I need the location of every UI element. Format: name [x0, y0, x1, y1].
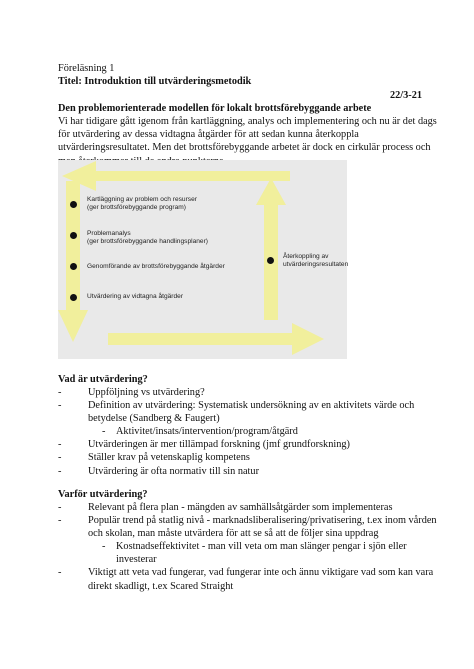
why-list: [58, 501, 437, 593]
step-bullet-icon: [70, 201, 77, 208]
diagram-step-2: Problemanalys (ger brottsförebyggande handlingsplaner): [87, 230, 208, 245]
arrow-left-head: [58, 310, 88, 342]
what-list: [58, 386, 414, 478]
list-item-continuation: betydelse (Sandberg & Faugert): [88, 413, 220, 425]
arrow-bottom-head: [292, 323, 324, 355]
feedback-bullet-icon: [267, 257, 274, 264]
list-subitem-continuation: investerar: [116, 554, 157, 566]
lecture-label: Föreläsning 1: [58, 63, 115, 74]
section-heading-what: Vad är utvärdering?: [58, 374, 148, 385]
arrow-bottom-shaft: [108, 333, 294, 345]
list-item: - Populär trend på statlig nivå - marknadsliberalisering/privatisering, t.ex inom vården: [58, 515, 437, 527]
list-item: - Utvärdering är ofta normativ till sin natur: [58, 465, 259, 477]
list-item-continuation: direkt skadligt, t.ex Scared Straight: [88, 580, 234, 592]
intro-line: Vi har tidigare gått igenom från kartläggning, analys och implementering och nu är det dags: [58, 116, 437, 127]
diagram-feedback: Återkoppling av utvärderingsresultaten: [283, 253, 349, 268]
document-title: Titel: Introduktion till utvärderingsmetodik: [58, 76, 252, 87]
list-item: - Viktigt att veta vad fungerar, vad fungerar inte och ännu viktigare vad som kan vara: [58, 567, 434, 579]
step-bullet-icon: [70, 294, 77, 301]
list-item: - Utvärderingen är mer tillämpad forskning (jmf grundforskning): [58, 439, 350, 451]
section-heading-model: Den problemorienterade modellen för lokalt brottsförebyggande arbete: [58, 103, 372, 114]
list-subitem: - Aktivitet/insats/intervention/program/åtgärd: [102, 426, 298, 438]
list-item: - Relevant på flera plan - mängden av samhällsåtgärder som implementeras: [58, 502, 393, 513]
document-date: 22/3-21: [390, 90, 423, 101]
intro-line: för utvärdering av dessa vidtagna åtgärder för att sedan kunna återkoppla: [58, 129, 359, 141]
intro-line: utvärderingsresultatet. Men det brottsförebyggande arbetet är dock en cirkulär process och: [58, 142, 431, 154]
list-item-continuation: och skolan, man måste utvärdera för att se så att de följer sina uppdrag: [88, 528, 379, 540]
section-heading-why: Varför utvärdering?: [58, 489, 148, 500]
diagram-step-4: Utvärdering av vidtagna åtgärder: [87, 293, 184, 300]
arrow-top-left: [62, 161, 290, 191]
step-bullet-icon: [70, 263, 77, 270]
step-bullet-icon: [70, 232, 77, 239]
arrow-right-head: [256, 178, 286, 205]
list-item: - Uppföljning vs utvärdering?: [58, 387, 205, 398]
diagram-step-1: Kartläggning av problem och resurser (ger brottsförebyggande program): [87, 196, 197, 211]
diagram-step-3: Genomförande av brottsförebyggande åtgärder: [87, 263, 225, 270]
list-subitem: - Kostnadseffektivitet - man vill veta om man slänger pengar i sjön eller: [102, 541, 407, 553]
list-item: - Definition av utvärdering: Systematisk undersökning av en aktivitets värde och: [58, 400, 415, 412]
list-item: - Ställer krav på vetenskaplig kompetens: [58, 452, 250, 464]
process-cycle-diagram: [58, 160, 347, 359]
